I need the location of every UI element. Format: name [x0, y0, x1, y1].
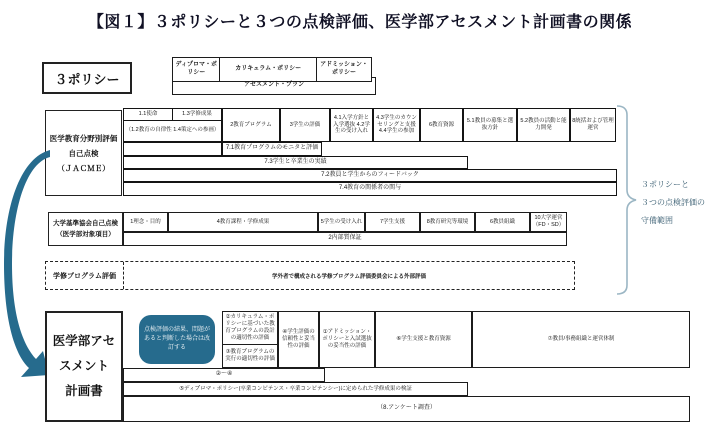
label-line: （ＪＡＣＭＥ）	[57, 163, 110, 173]
scope-note	[641, 176, 719, 230]
jacme-cell-7: 5.1教員の募集と選抜方針	[463, 108, 517, 142]
jacme-row-7-4: 7.4教育の関係者の関与	[123, 182, 617, 196]
diploma-policy-cell: ディプロマ・ポリシー	[172, 57, 220, 82]
assessment-range-row: ②～④	[123, 368, 325, 382]
jacme-row-7-2: 7.2教員と学生からのフィードバック	[123, 169, 617, 182]
juaa-cell-8: 8教育研究等環境	[420, 212, 475, 232]
juaa-cell-5: 5学生の受け入れ	[318, 212, 365, 232]
label-line: （医学部対象項目）	[56, 231, 115, 238]
note-line: 守備範囲	[641, 216, 673, 225]
label-line: 医学教育分野別評価	[49, 133, 118, 143]
juaa-cell-4: 4教育課程・学修成果	[168, 212, 318, 232]
program-eval-box	[45, 261, 575, 290]
jacme-cell-6: 6教育資源	[420, 108, 463, 142]
jacme-cell-3: 3学生の評価	[280, 108, 330, 142]
label-line: 自己点検	[68, 148, 99, 158]
three-policy-box: ３ポリシー	[42, 62, 132, 94]
jacme-cell-1-1: 1.1使命	[124, 109, 173, 120]
label-line: 計画書	[65, 384, 103, 398]
jacme-cell-2: 2教育プログラム	[222, 108, 280, 142]
admission-policy-cell: アドミッション・ポリシー	[316, 57, 372, 82]
juaa-row-2: 2内部質保証	[123, 232, 567, 246]
program-eval-label: 学修プログラム評価	[46, 262, 124, 289]
scope-brace-icon	[614, 104, 640, 296]
jacme-cell-8: 5.2教員の活動と能力開発	[517, 108, 570, 142]
note-line: ３つの点検評価の	[641, 198, 705, 207]
revision-note: 点検評価の結果、問題があると判断した場合は改訂する	[139, 315, 215, 364]
juaa-label-box	[48, 212, 123, 246]
assessment-plan-cell: アセスメント・プラン	[172, 77, 376, 95]
assessment-cell-3: ③教育プログラムの実行の適切性の評価	[222, 344, 278, 368]
assessment-cell-4: ④学生評価の信頼性と妥当性の評価	[278, 311, 319, 368]
jacme-label	[50, 131, 118, 176]
assessment-cell-1: ①アドミッション・ポリシーと入試選抜の妥当性の評価	[319, 311, 375, 368]
label-line: 大学基準協会自己点検	[53, 220, 118, 227]
policy-table	[172, 57, 372, 95]
assessment-survey-row: （8.アンケート調査）	[123, 396, 690, 422]
figure-title: 【図１】３ポリシーと３つの点検評価、医学部アセスメント計画書の関係	[87, 14, 633, 31]
assessment-label	[53, 329, 115, 404]
program-eval-content: 学外者で構成される学修プログラム評価委員会による外部評価	[272, 273, 426, 280]
label-line: スメント	[58, 359, 109, 373]
juaa-label	[53, 218, 118, 240]
jacme-cell-9: 8統括および管理運営	[570, 108, 616, 142]
label-line: 医学部アセ	[52, 334, 116, 348]
assessment-cell-6: ⑥学生支援と教育資源	[375, 311, 472, 368]
assessment-cell-2: ②カリキュラム・ポリシーに基づいた教育プログラムの設計の適切性の評価	[222, 311, 278, 345]
assessment-label-box	[45, 311, 123, 422]
juaa-cell-7: 7学生支援	[365, 212, 420, 232]
jacme-row-7-3: 7.3学生と卒業生の実績	[123, 156, 468, 169]
jacme-cell-4: 4.1入学方針と入学選抜 4.2学生の受け入れ	[330, 108, 373, 142]
jacme-row-7-1: 7.1教育プログラムのモニタと評価	[222, 142, 322, 156]
juaa-cell-10: 10大学運営（FD・SD）	[530, 212, 567, 232]
jacme-label-box	[45, 110, 122, 196]
jacme-cell-1-group	[123, 108, 222, 142]
jacme-empty-cell	[123, 142, 222, 156]
juaa-cell-1: 1理念・目的	[123, 212, 168, 232]
jacme-cell-1-3: 1.3学修成果	[182, 111, 212, 118]
jacme-cell-5: 4.3学生のカウンセリングと支援 4.4学生の参加	[373, 108, 420, 142]
note-line: ３ポリシーと	[641, 180, 689, 189]
assessment-cell-5-row: ⑤ディプロマ・ポリシー(卒業コンピテンス・卒業コンピテンシー)に定められた学修成果の検証	[123, 382, 468, 396]
assessment-cell-7: ⑦教員/事務組織と運営体制	[472, 311, 690, 368]
juaa-cell-6: 6教員組織	[475, 212, 530, 232]
curriculum-policy-cell: カリキュラム・ポリシー	[219, 57, 317, 82]
jacme-cell-1-sub: （1.2教育の自律性 1.4策定への参画）	[125, 127, 220, 134]
